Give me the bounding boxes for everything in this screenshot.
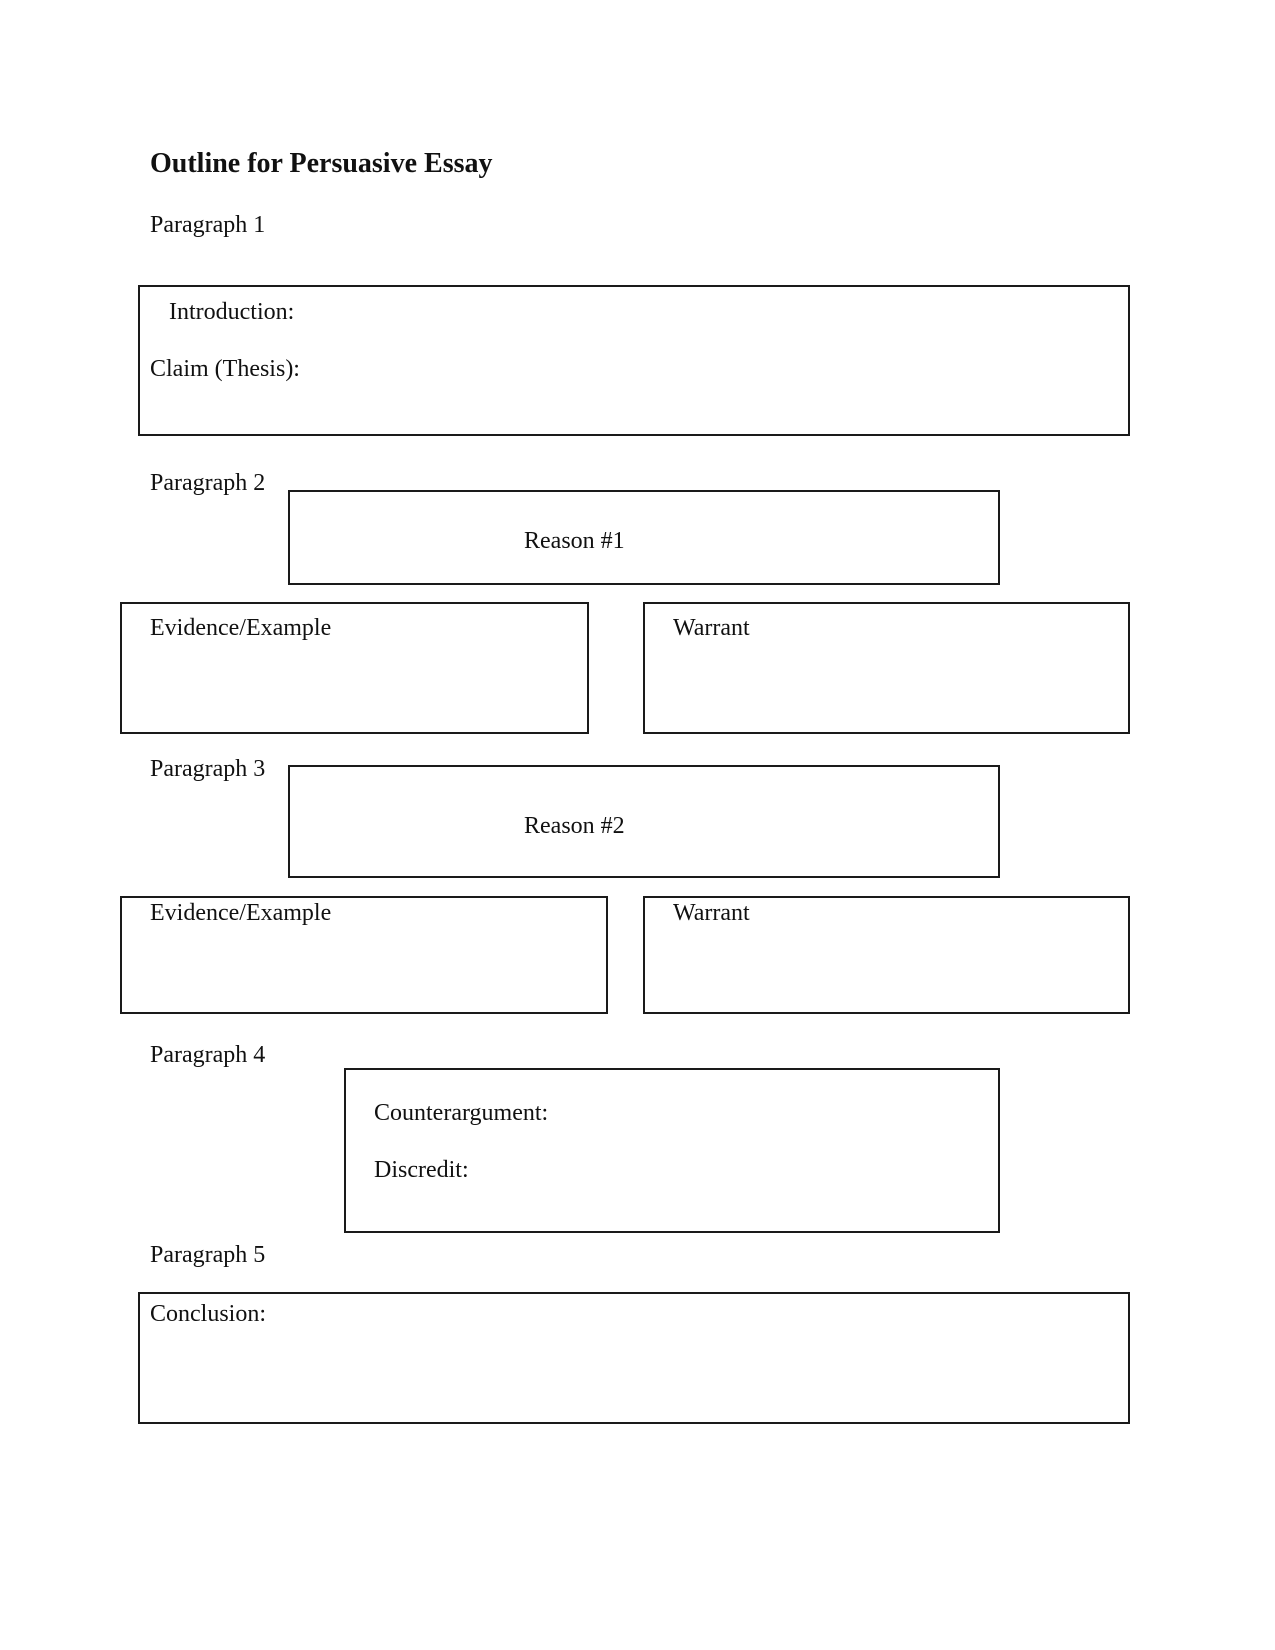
warrant-1-label: Warrant [673, 615, 750, 641]
introduction-box[interactable] [138, 285, 1130, 436]
conclusion-box[interactable] [138, 1292, 1130, 1424]
counterargument-label: Counterargument: [374, 1100, 549, 1126]
paragraph-1-heading: Paragraph 1 [150, 212, 266, 238]
evidence-1-label: Evidence/Example [150, 615, 332, 641]
paragraph-2-heading: Paragraph 2 [150, 470, 266, 496]
discredit-label: Discredit: [374, 1157, 469, 1183]
evidence-1-box[interactable] [120, 602, 589, 734]
reason-1-box[interactable] [288, 490, 1000, 585]
introduction-label: Introduction: [169, 299, 295, 325]
claim-label: Claim (Thesis): [150, 356, 300, 382]
conclusion-label: Conclusion: [150, 1301, 267, 1327]
reason-2-label: Reason #2 [524, 813, 625, 839]
counterargument-box[interactable] [344, 1068, 1000, 1233]
warrant-2-label: Warrant [673, 900, 750, 926]
reason-1-label: Reason #1 [524, 528, 625, 554]
evidence-2-label: Evidence/Example [150, 900, 332, 926]
warrant-2-box[interactable] [643, 896, 1130, 1014]
page-title: Outline for Persuasive Essay [150, 148, 493, 179]
warrant-1-box[interactable] [643, 602, 1130, 734]
paragraph-4-heading: Paragraph 4 [150, 1042, 266, 1068]
paragraph-3-heading: Paragraph 3 [150, 756, 266, 782]
reason-2-box[interactable] [288, 765, 1000, 878]
paragraph-5-heading: Paragraph 5 [150, 1242, 266, 1268]
evidence-2-box[interactable] [120, 896, 608, 1014]
